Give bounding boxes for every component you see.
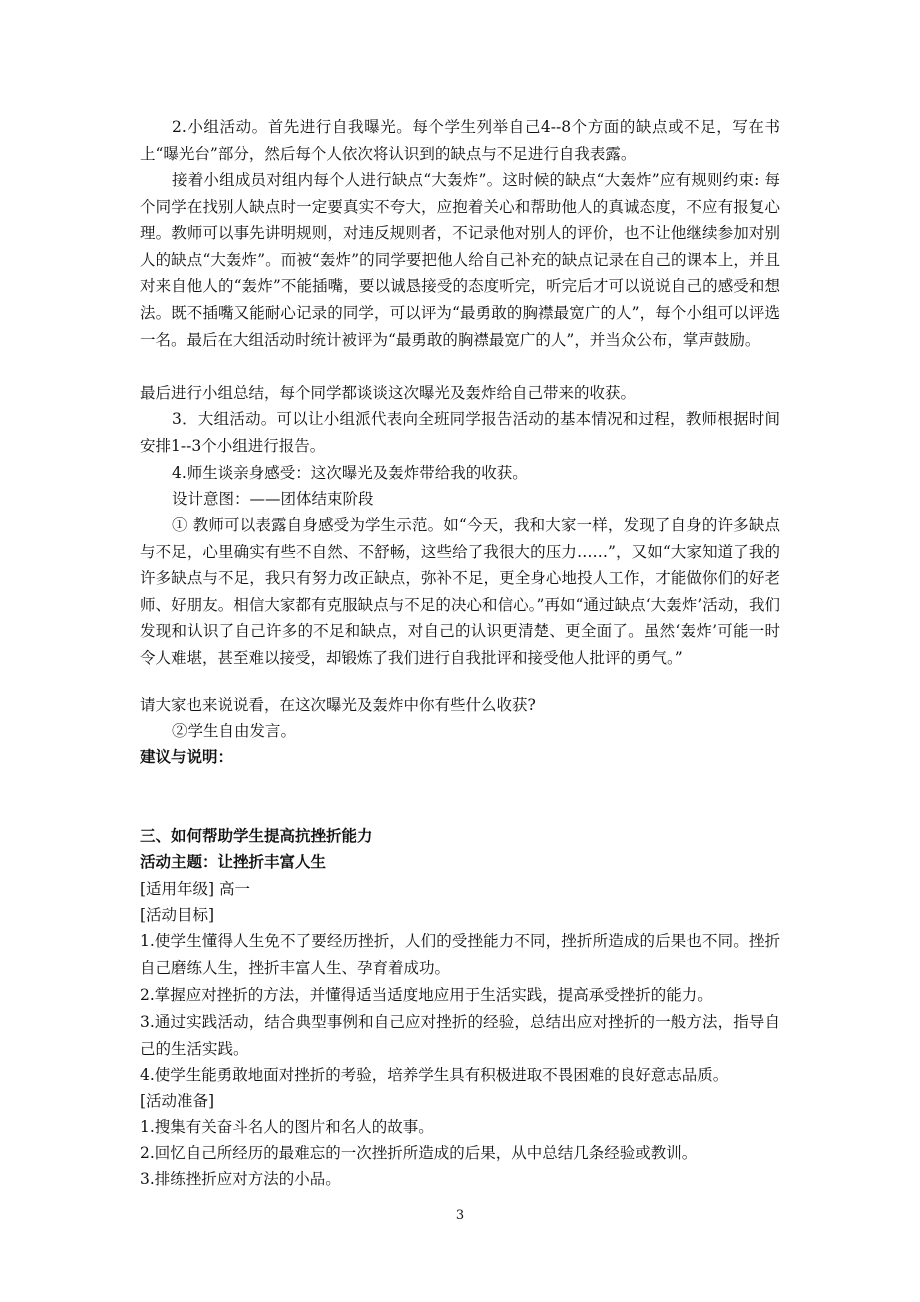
goal-3: 3.通过实践活动，结合典型事例和自己应对挫折的经验，总结出应对挫折的一般方法，指导自己的生活实践。 (140, 1013, 780, 1058)
applicable-grade: [适用年级] 高一 (140, 880, 251, 898)
paragraph-teacher-example: ① 教师可以表露自身感受为学生示范。如“今天，我和大家一样，发现了自身的许多缺点与不足，心里确实有些不自然、不舒畅，这些给了我很大的压力……”，又如“大家知道了我的许多缺点与不足，我只有努力改正缺点，弥补不足，更全身心地投人工作，才能做你们的好老师、好朋友。相信大家都有克服缺点与不足的决心和信心。”再如“通过缺点‘大轰炸’活动，我们发现和认识了自己许多的不足和缺点，对自己的认识更清楚、更全面了。虽然‘轰炸’可能一时令人难堪，甚至难以接受，却锻炼了我们进行自我批评和接受他人批评的勇气。” (140, 516, 780, 667)
paragraph-ask-students: 请大家也来说说看，在这次曝光及轰炸中你有些什么收获? (140, 696, 536, 714)
prep-3: 3.排练挫折应对方法的小品。 (140, 1170, 341, 1188)
section-heading-frustration: 三、如何帮助学生提高抗挫折能力 (140, 827, 373, 845)
goal-2: 2.掌握应对挫折的方法，并懂得适当适度地应用于生活实践，提高承受挫折的能力。 (140, 986, 713, 1004)
heading-activity-goals: [活动目标] (140, 906, 215, 924)
paragraph-group-summary: 最后进行小组总结，每个同学都谈谈这次曝光及轰炸给自己带来的收获。 (140, 384, 637, 402)
paragraph-free-speech: ②学生自由发言。 (172, 722, 297, 740)
goal-4: 4.使学生能勇敢地面对挫折的考验，培养学生具有积极进取不畏困难的良好意志品质。 (140, 1066, 729, 1084)
paragraph-design-intent: 设计意图：——团体结束阶段 (172, 490, 374, 508)
page-number: 3 (455, 1208, 465, 1223)
heading-suggestions: 建议与说明： (140, 748, 234, 766)
goal-1: 1.使学生懂得人生免不了要经历挫折，人们的受挫能力不同，挫折所造成的后果也不同。挫折自己磨练人生，挫折丰富人生、孕育着成功。 (140, 932, 780, 977)
prep-2: 2.回忆自己所经历的最难忘的一次挫折所造成的后果，从中总结几条经验或教训。 (140, 1144, 698, 1162)
paragraph-group-activity: 2.小组活动。首先进行自我曝光。每个学生列举自己4--8个方面的缺点或不足，写在书上“曝光台”部分，然后每个人依次将认识到的缺点与不足进行自我表露。 (140, 118, 780, 163)
heading-activity-prep: [活动准备] (140, 1092, 215, 1110)
activity-theme: 活动主题：让挫折丰富人生 (140, 853, 327, 871)
prep-1: 1.搜集有关奋斗名人的图片和名人的故事。 (140, 1118, 434, 1136)
paragraph-bombardment-rules: 接着小组成员对组内每个人进行缺点“大轰炸”。这时候的缺点“大轰炸”应有规则约束: 每个同学在找别人缺点时一定要真实不夸大，应抱着关心和帮助他人的真诚态度，不应有报复心理。教师可以事先讲明规则，对违反规则者，不记录他对别人的评价，也不让他继续参加对别人的缺点“大轰炸”。而被“轰炸”的同学要把他人给自己补充的缺点记录在自己的课本上，并且对来自他人的“轰炸”不能插嘴，要以诚恳接受的态度听完，听完后才可以说说自己的感受和想法。既不插嘴又能耐心记录的同学，可以评为“最勇敢的胸襟最宽广的人”，每个小组可以评选一名。最后在大组活动时统计被评为“最勇敢的胸襟最宽广的人”，并当众公布，掌声鼓励。 (140, 171, 780, 349)
paragraph-teacher-student-feelings: 4.师生谈亲身感受：这次曝光及轰炸带给我的收获。 (172, 464, 528, 482)
paragraph-large-group: 3．大组活动。可以让小组派代表向全班同学报告活动的基本情况和过程，教师根据时间安排1--3个小组进行报告。 (140, 410, 780, 455)
